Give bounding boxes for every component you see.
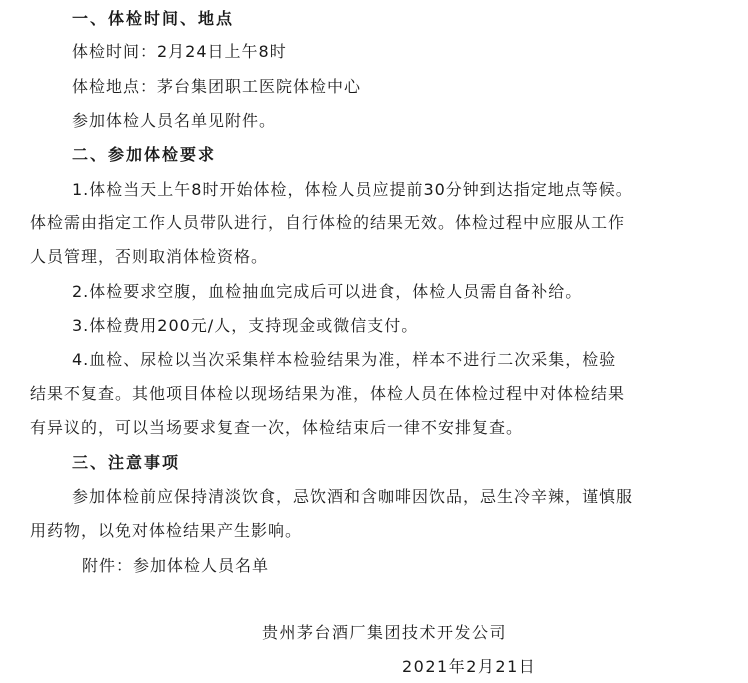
section3-heading: 三、注意事项 [72,453,181,472]
requirement-4-line3: 有异议的，可以当场要求复查一次，体检结束后一律不安排复查。 [30,418,524,437]
signature-date: 2021年2月21日 [402,657,537,676]
notice-line2: 用药物，以免对体检结果产生影响。 [30,521,303,540]
requirement-3: 3.体检费用200元/人，支持现金或微信支付。 [72,316,419,335]
requirement-1-line1: 1.体检当天上午8时开始体检，体检人员应提前30分钟到达指定地点等候。 [72,180,633,199]
list-note: 参加体检人员名单见附件。 [72,111,277,130]
requirement-1-line3: 人员管理，否则取消体检资格。 [30,247,269,266]
exam-place: 体检地点：茅台集团职工医院体检中心 [72,77,362,96]
notice-line1: 参加体检前应保持清淡饮食，忌饮酒和含咖啡因饮品，忌生冷辛辣，谨慎服 [72,487,634,506]
section1-heading: 一、体检时间、地点 [72,9,235,28]
section2-heading: 二、参加体检要求 [72,145,217,164]
signature-organization: 贵州茅台酒厂集团技术开发公司 [262,623,508,642]
attachment-note: 附件：参加体检人员名单 [82,556,270,575]
requirement-4-line2: 结果不复查。其他项目体检以现场结果为准，体检人员在体检过程中对体检结果 [30,384,626,403]
exam-time: 体检时间：2月24日上午8时 [72,42,287,61]
requirement-2: 2.体检要求空腹，血检抽血完成后可以进食，体检人员需自备补给。 [72,282,583,301]
requirement-1-line2: 体检需由指定工作人员带队进行，自行体检的结果无效。体检过程中应服从工作 [30,213,626,232]
requirement-4-line1: 4.血检、尿检以当次采集样本检验结果为准，样本不进行二次采集，检验 [72,350,617,369]
